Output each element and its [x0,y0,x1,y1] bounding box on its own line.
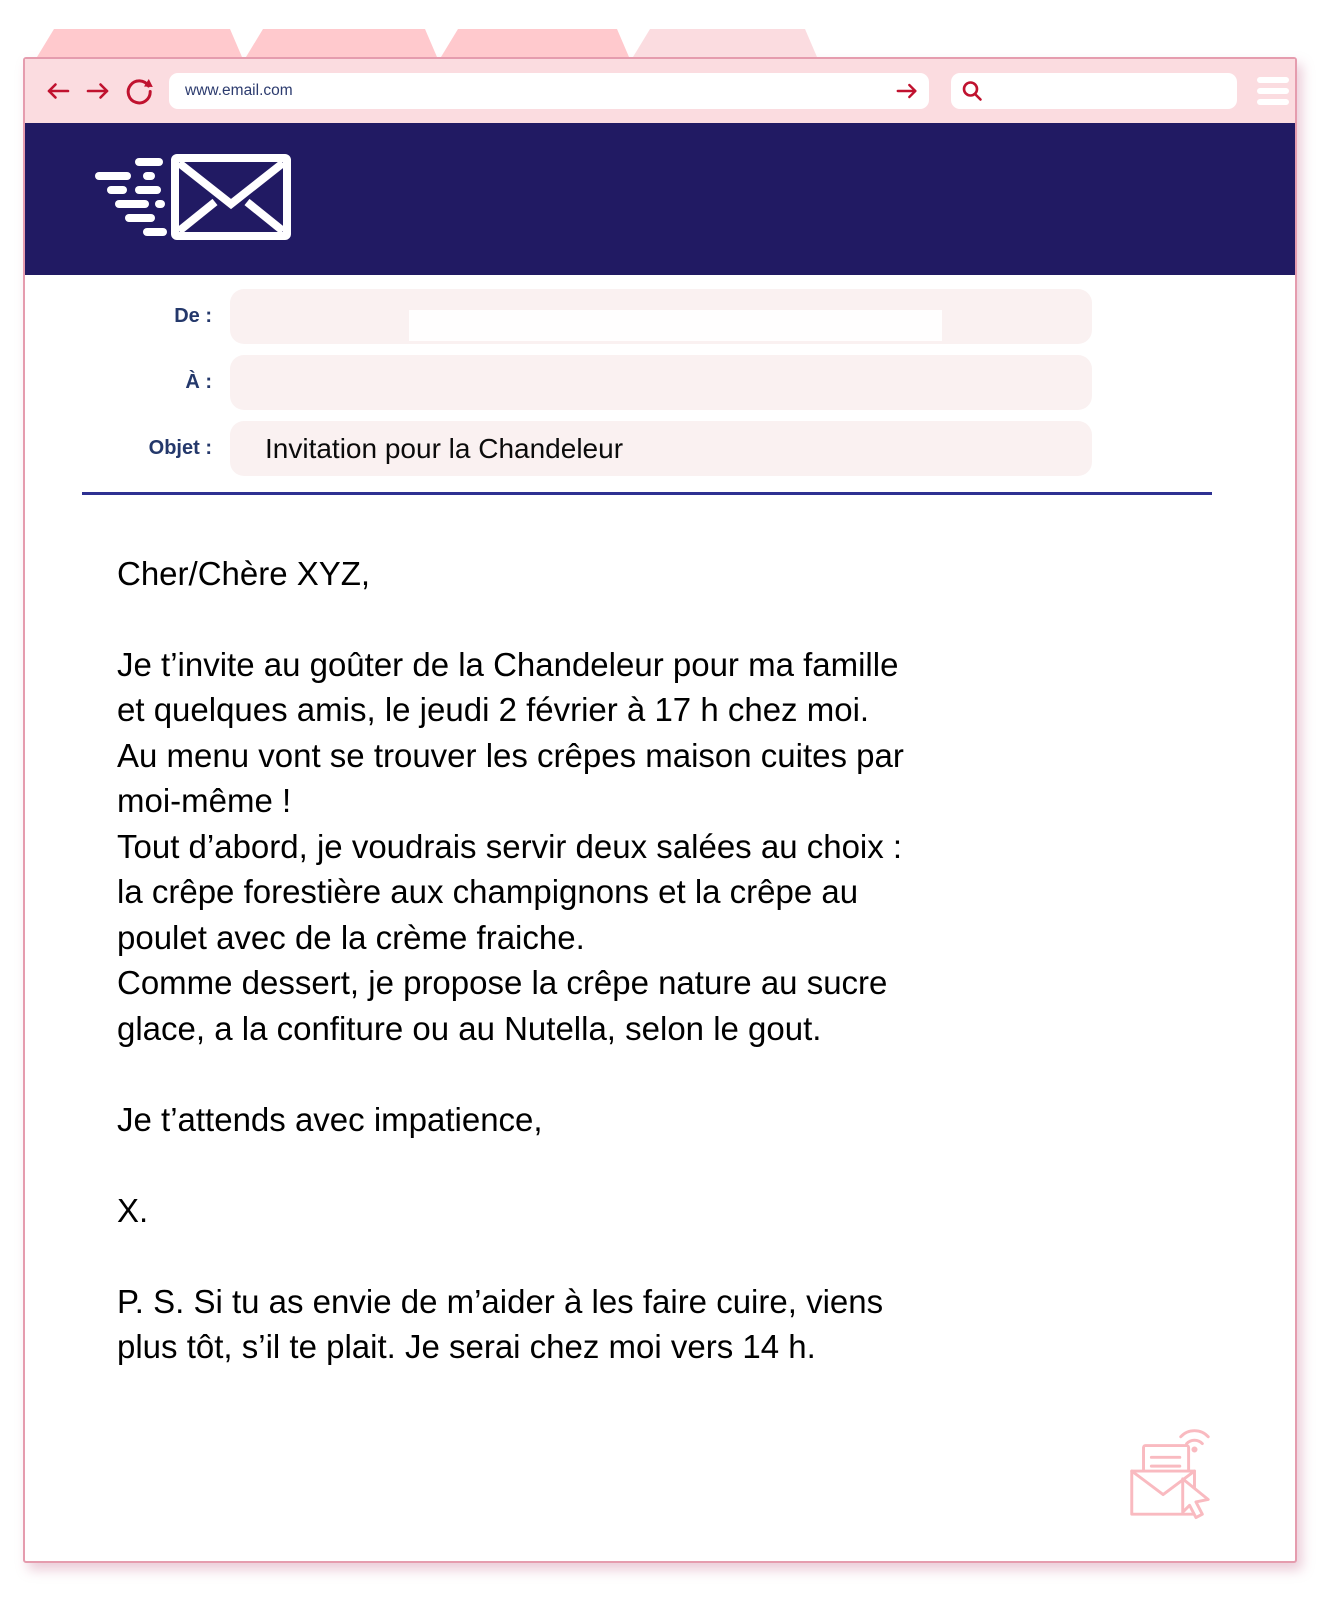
mail-header [25,123,1295,275]
redacted-address [409,310,942,341]
body-line: Je t’attends avec impatience, [117,1100,543,1138]
subject-row [25,421,1295,476]
body-line: Tout d’abord, je voudrais servir deux salées au choix : [117,827,903,865]
body-line: P. S. Si tu as envie de m’aider à les faire cuire, viens [117,1282,884,1320]
tab-bar [37,29,817,57]
compose-form [25,289,1295,476]
body-line: moi-même ! [117,782,292,819]
browser-tab-2[interactable] [246,29,437,57]
menu-button[interactable] [1257,77,1289,106]
separator-line [82,492,1212,495]
url-bar [169,73,929,109]
body-line: glace, a la confiture ou au Nutella, selon le gout. [117,1009,822,1047]
mail-send-click-icon [1120,1424,1218,1522]
body-line [117,1233,1295,1279]
reload-button[interactable] [125,77,153,105]
browser-tab-3[interactable] [441,29,629,57]
back-button[interactable] [45,81,71,101]
body-line: X. [117,1191,149,1229]
subject-value: Invitation pour la Chandeleur [265,432,624,464]
body-line: poulet avec de la crème fraiche. [117,918,585,956]
speed-mail-logo-icon [87,146,297,252]
body-line: la crêpe forestière aux champignons et la crêpe au [117,873,859,910]
to-row [25,355,1295,410]
search-input[interactable] [983,82,1227,101]
forward-arrow-icon [85,81,111,101]
body-line: Je t’invite au goûter de la Chandeleur pour ma famille [117,645,899,683]
menu-icon [1257,77,1289,84]
from-label: De : [174,305,212,327]
body-line: plus tôt, s’il te plait. Je serai chez moi vers 14 h. [117,1328,816,1365]
body-line [117,596,1295,642]
browser-tab-1[interactable] [37,29,242,57]
browser-toolbar [25,59,1295,123]
to-field[interactable] [230,355,1092,410]
email-body[interactable] [117,551,1295,1370]
subject-label: Objet : [148,437,212,459]
body-line: et quelques amis, le jeudi 2 février à 17 h chez moi. [117,691,870,728]
forward-button[interactable] [85,81,111,101]
body-line [117,1142,1295,1188]
body-line: Cher/Chère XYZ, [117,554,371,592]
body-line: Comme dessert, je propose la crêpe nature au sucre [117,964,888,1001]
search-bar [951,73,1237,109]
back-arrow-icon [45,81,71,101]
reload-icon [125,77,153,105]
url-input[interactable] [183,81,895,101]
browser-tab-active[interactable] [633,29,817,57]
from-field[interactable] [230,289,1092,344]
subject-field[interactable] [230,421,1092,476]
search-icon [961,80,983,102]
body-line: Au menu vont se trouver les crêpes maison cuites par [117,736,904,774]
from-row [25,289,1295,344]
go-arrow-icon[interactable] [895,81,919,101]
body-line [117,1051,1295,1097]
browser-window [23,57,1297,1563]
to-label: À : [185,371,212,393]
